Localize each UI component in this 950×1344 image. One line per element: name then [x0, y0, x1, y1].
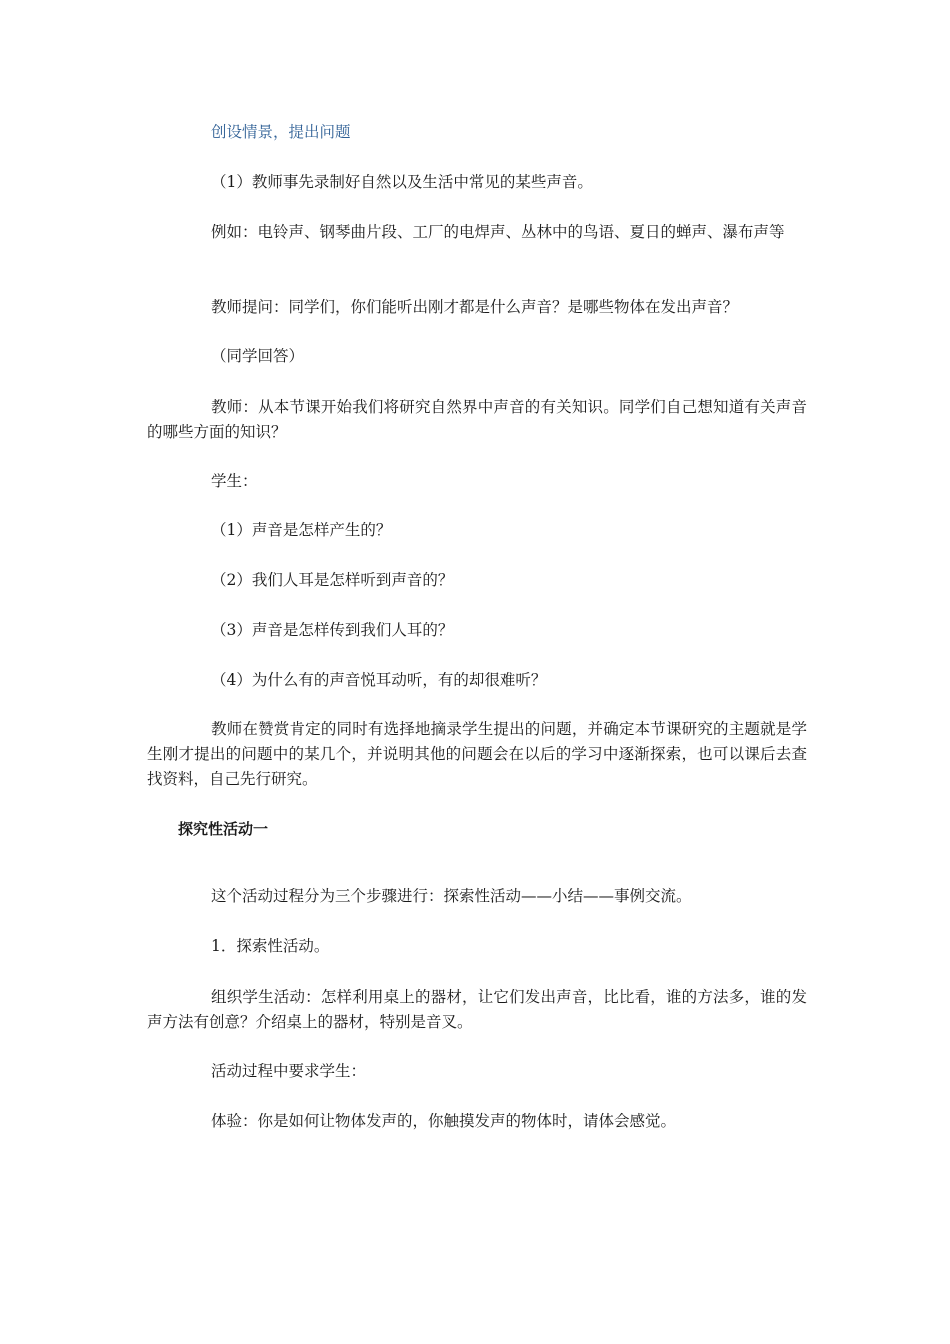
- paragraph-11: 活动过程中要求学生：: [211, 1062, 367, 1080]
- question-3: （3）声音是怎样传到我们人耳的？: [211, 621, 454, 639]
- paragraph-6: 学生：: [211, 472, 258, 490]
- paragraph-4: （同学回答）: [211, 347, 305, 365]
- paragraph-8: 这个活动过程分为三个步骤进行：探索性活动——小结——事例交流。: [211, 887, 692, 905]
- paragraph-7: 教师在赞赏肯定的同时有选择地摘录学生提出的问题，并确定本节课研究的主题就是学生刚才提出的问题中的某几个，并说明其他的问题会在以后的学习中逐渐探索，也可以课后去查找资料，自己先行研究。: [147, 720, 807, 788]
- section-heading: 创设情景，提出问题: [211, 123, 351, 141]
- paragraph-3: 教师提问：同学们，你们能听出刚才都是什么声音？是哪些物体在发出声音？: [211, 298, 739, 316]
- question-4: （4）为什么有的声音悦耳动听，有的却很难听？: [211, 671, 547, 689]
- paragraph-9: 1．探索性活动。: [211, 937, 330, 955]
- paragraph-5: 教师：从本节课开始我们将研究自然界中声音的有关知识。同学们自己想知道有关声音的哪些方面的知识？: [147, 398, 807, 441]
- paragraph-2: 例如：电铃声、钢琴曲片段、工厂的电焊声、丛林中的鸟语、夏日的蝉声、瀑布声等: [211, 223, 785, 241]
- question-1: （1）声音是怎样产生的？: [211, 521, 392, 539]
- paragraph-1: （1）教师事先录制好自然以及生活中常见的某些声音。: [211, 173, 593, 191]
- activity-heading: 探究性活动一: [178, 820, 269, 838]
- paragraph-10: 组织学生活动：怎样利用桌上的器材，让它们发出声音，比比看，谁的方法多，谁的发声方法有创意？介绍桌上的器材，特别是音叉。: [147, 988, 807, 1031]
- paragraph-12: 体验：你是如何让物体发声的，你触摸发声的物体时，请体会感觉。: [211, 1112, 677, 1130]
- question-2: （2）我们人耳是怎样听到声音的？: [211, 571, 454, 589]
